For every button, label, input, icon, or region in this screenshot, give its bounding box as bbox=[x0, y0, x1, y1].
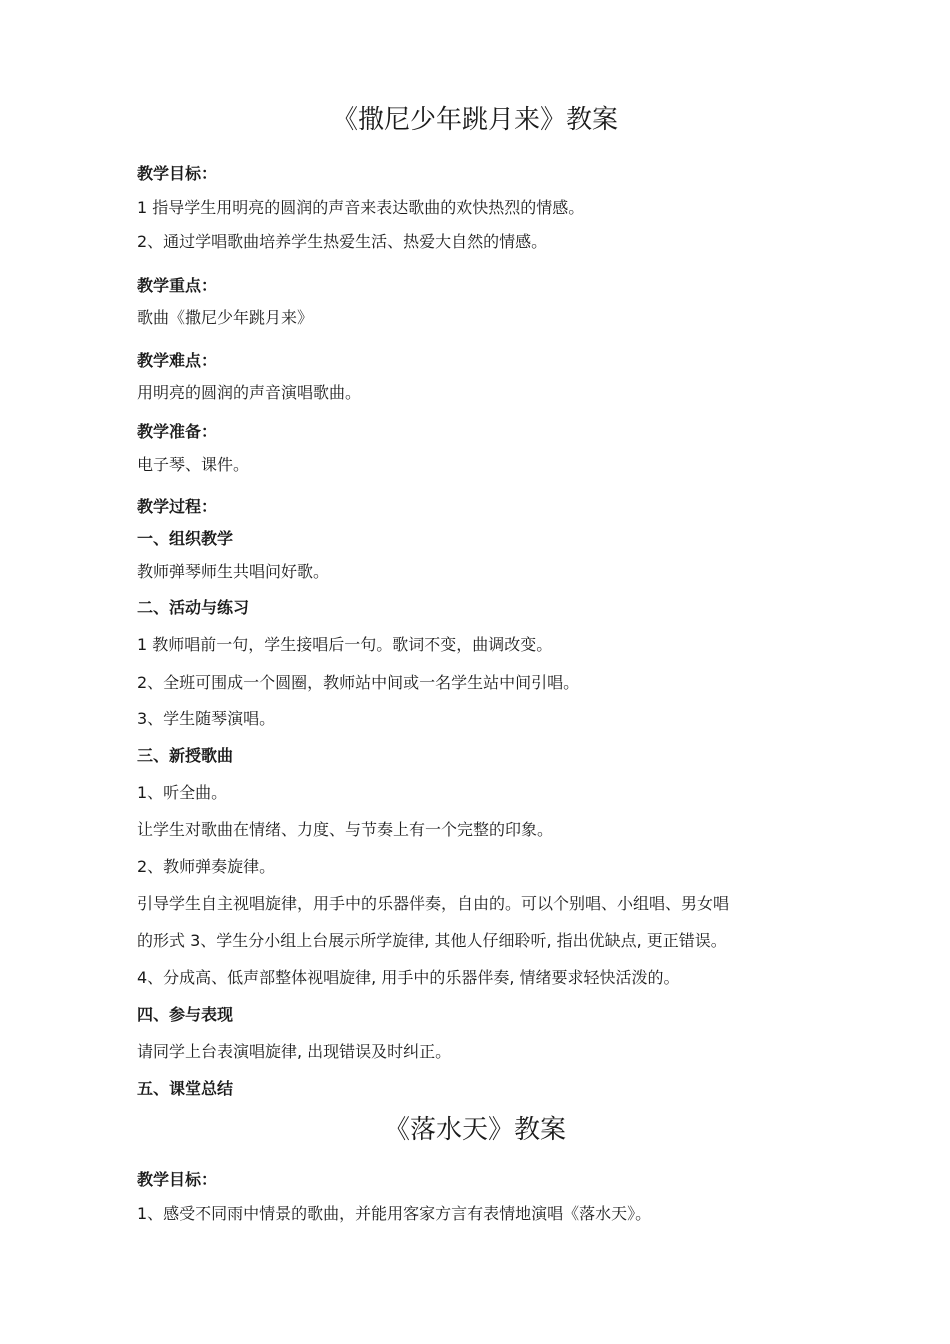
lesson1-key-text: 歌曲《撒尼少年跳月来》 bbox=[137, 308, 314, 327]
lesson1-step3-item-2-text-a: 引导学生自主视唱旋律，用手中的乐器伴奏，自由的。可以个别唱、小组唱、男女唱 bbox=[137, 894, 730, 913]
lesson1-step3-item-2-text-b: 的形式 3、学生分小组上台展示所学旋律, 其他人仔细聆听, 指出优缺点, 更正错误。 bbox=[137, 931, 727, 950]
lesson1-step2-item-2: 2、全班可围成一个圆圈，教师站中间或一名学生站中间引唱。 bbox=[137, 673, 580, 692]
lesson1-step2-item-1: 1 教师唱前一句，学生接唱后一句。歌词不变，曲调改变。 bbox=[137, 635, 553, 654]
lesson1-step2-heading: 二、活动与练习 bbox=[137, 598, 250, 617]
lesson1-step3-item-4: 4、分成高、低声部整体视唱旋律, 用手中的乐器伴奏, 情绪要求轻快活泼的。 bbox=[137, 968, 680, 987]
lesson1-difficulty-text: 用明亮的圆润的声音演唱歌曲。 bbox=[137, 383, 362, 402]
lesson1-step1-text: 教师弹琴师生共唱问好歌。 bbox=[137, 562, 330, 581]
lesson1-step3-item-2: 2、教师弹奏旋律。 bbox=[137, 857, 276, 876]
lesson1-process-heading: 教学过程： bbox=[137, 497, 218, 516]
lesson1-goal-1: 1 指导学生用明亮的圆润的声音来表达歌曲的欢快热烈的情感。 bbox=[137, 198, 585, 217]
lesson1-step5-heading: 五、课堂总结 bbox=[137, 1079, 234, 1098]
lesson1-goal-2: 2、通过学唱歌曲培养学生热爱生活、热爱大自然的情感。 bbox=[137, 232, 548, 251]
lesson1-step3-item-1-text: 让学生对歌曲在情绪、力度、与节奏上有一个完整的印象。 bbox=[137, 820, 554, 839]
lesson1-step3-item-1: 1、听全曲。 bbox=[137, 783, 228, 802]
lesson1-goals-heading: 教学目标： bbox=[137, 164, 218, 183]
lesson1-step4-heading: 四、参与表现 bbox=[137, 1005, 234, 1024]
lesson1-step4-text: 请同学上台表演唱旋律, 出现错误及时纠正。 bbox=[137, 1042, 452, 1061]
lesson1-step3-heading: 三、新授歌曲 bbox=[137, 746, 234, 765]
lesson1-key-heading: 教学重点： bbox=[137, 276, 218, 295]
lesson1-prep-heading: 教学准备： bbox=[137, 422, 218, 441]
lesson1-title: 《撒尼少年跳月来》教案 bbox=[331, 105, 618, 135]
lesson1-difficulty-heading: 教学难点： bbox=[137, 351, 218, 370]
lesson2-goals-heading: 教学目标： bbox=[137, 1170, 218, 1189]
lesson1-step1-heading: 一、组织教学 bbox=[137, 529, 234, 548]
lesson1-step2-item-3: 3、学生随琴演唱。 bbox=[137, 709, 276, 728]
lesson2-title: 《落水天》教案 bbox=[383, 1115, 566, 1145]
lesson2-goal-1: 1、感受不同雨中情景的歌曲，并能用客家方言有表情地演唱《落水天》。 bbox=[137, 1204, 652, 1223]
lesson1-prep-text: 电子琴、课件。 bbox=[137, 455, 250, 474]
